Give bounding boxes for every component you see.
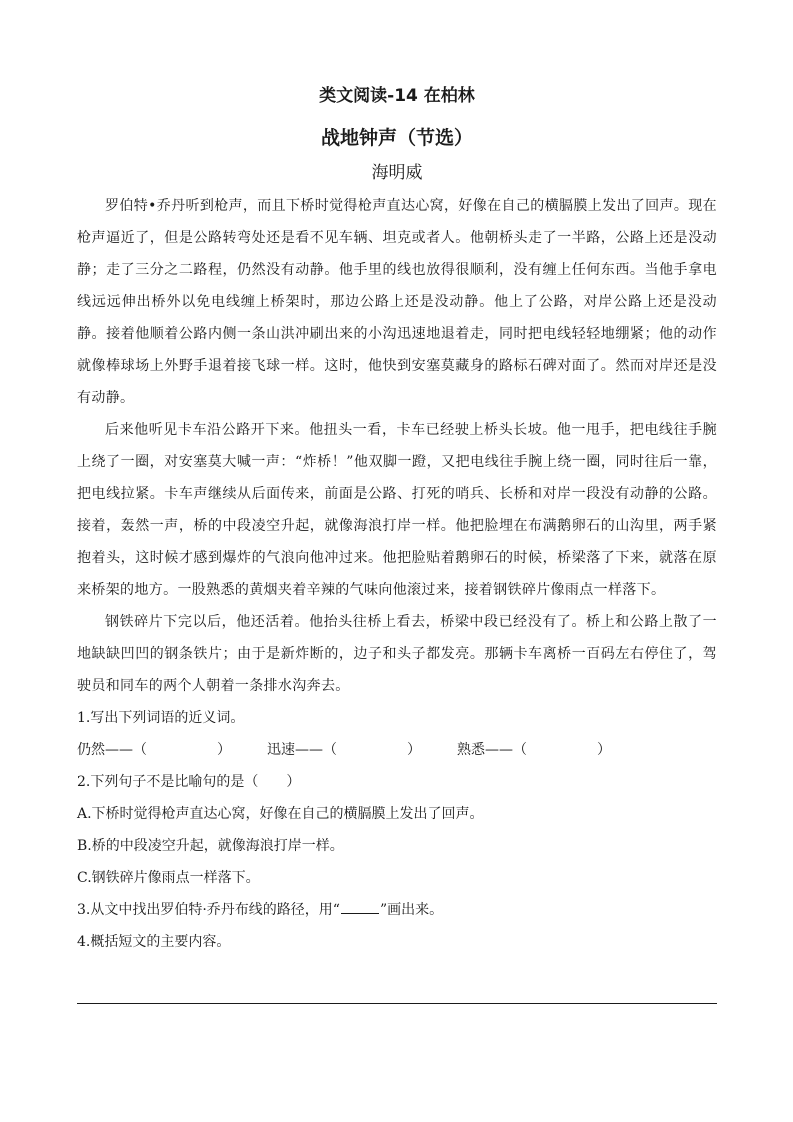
synonym-item-b: 迅速——（ (267, 742, 337, 758)
question-1: 1.写出下列词语的近义词。 (77, 710, 245, 726)
question-3-suffix: ”画出来。 (379, 902, 444, 918)
article-paragraph-3: 钢铁碎片下完以后，他还活着。他抬头往桥上看去，桥梁中段已经没有了。桥上和公路上散了一地缺缺凹凹的钢条铁片；由于是新炸断的，边子和头子都发亮。那辆卡车离桥一百码左右停住了，驾驶员和同车的两个人朝着一条排水沟奔去。 (77, 614, 717, 694)
page-title: 类文阅读-14 在柏林 (319, 86, 475, 106)
synonym-item-a: 仍然——（ (77, 742, 147, 758)
synonym-item-a-close: ） (217, 742, 231, 758)
article-author: 海明威 (371, 163, 423, 183)
question-4: 4.概括短文的主要内容。 (77, 934, 231, 950)
underline-sample (341, 899, 379, 914)
synonym-item-b-close: ） (407, 742, 421, 758)
article-subtitle: 战地钟声（节选） (320, 127, 473, 149)
question-3-prefix: 3.从文中找出罗伯特·乔丹布线的路径，用“ (77, 902, 340, 918)
question-2-option-a: A.下桥时觉得枪声直达心窝，好像在自己的横膈膜上发出了回声。 (77, 806, 484, 822)
question-3 (77, 894, 717, 926)
question-2-option-b: B.桥的中段凌空升起，就像海浪打岸一样。 (77, 838, 344, 854)
article-paragraph-1: 罗伯特•乔丹听到枪声，而且下桥时觉得枪声直达心窝，好像在自己的横膈膜上发出了回声。现在枪声逼近了，但是公路转弯处还是看不见车辆、坦克或者人。他朝桥头走了一半路，公路上还是没动静；走了三分之二路程，仍然没有动静。他手里的线也放得很顺利，没有缠上任何东西。当他手拿电线远远伸出桥外以免电线缠上桥架时，那边公路上还是没动静。他上了公路，对岸公路上还是没动静。接着他顺着公路内侧一条山洪冲刷出来的小沟迅速地退着走，同时把电线轻轻地绷紧；他的动作就像棒球场上外野手退着接飞球一样。这时，他快到安塞莫藏身的路标石碑对面了。然而对岸还是没有动静。 (77, 198, 717, 406)
question-2: 2.下列句子不是比喻句的是（ ） (77, 774, 301, 790)
synonym-item-c: 熟悉——（ (457, 742, 527, 758)
worksheet-page (77, 84, 717, 958)
article-paragraph-2: 后来他听见卡车沿公路开下来。他扭头一看，卡车已经驶上桥头长坡。他一甩手，把电线往手腕上绕了一圈，对安塞莫大喊一声：“炸桥！”他双脚一蹬，又把电线往手腕上绕一圈，同时往后一靠，把电线拉紧。卡车声继续从后面传来，前面是公路、打死的哨兵、长桥和对岸一段没有动静的公路。接着，轰然一声，桥的中段凌空升起，就像海浪打岸一样。他把脸埋在布满鹅卵石的山沟里，两手紧抱着头，这时候才感到爆炸的气浪向他冲过来。他把脸贴着鹅卵石的时候，桥梁落了下来，就落在原来桥架的地方。一股熟悉的黄烟夹着辛辣的气味向他滚过来，接着钢铁碎片像雨点一样落下。 (77, 422, 717, 598)
question-2-option-c: C.钢铁碎片像雨点一样落下。 (77, 870, 260, 886)
synonym-item-c-close: ） (597, 742, 611, 758)
question-1-items (77, 734, 717, 766)
answer-line[interactable] (77, 1003, 717, 1004)
